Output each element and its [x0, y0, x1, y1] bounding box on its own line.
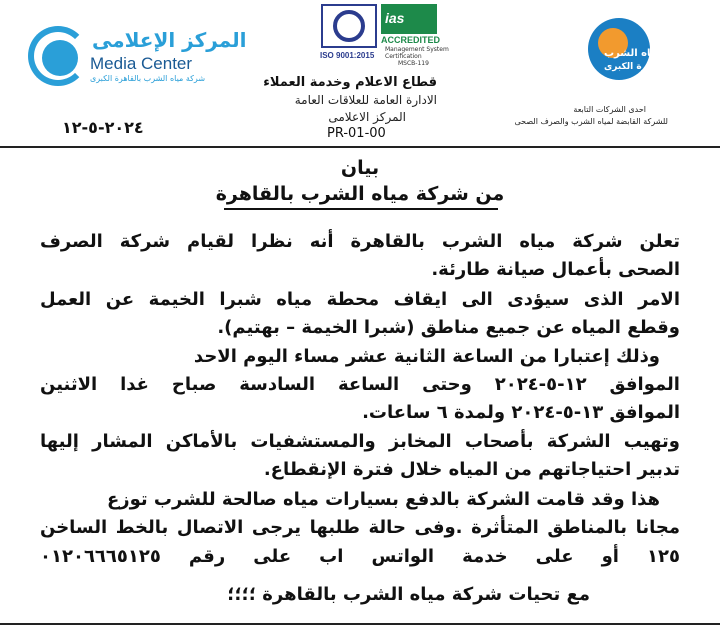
- statement-title: بيان: [340, 157, 380, 179]
- accreditation-line-1: Management System: [385, 46, 449, 53]
- media-center-english: Media Center: [90, 54, 193, 73]
- media-center-arabic: المركز الإعلامى: [92, 28, 247, 52]
- affiliation-line-1: احدى الشركات التابعة: [573, 105, 646, 114]
- media-center-emblem-center: [42, 40, 78, 76]
- accreditation-line-2: Certification: [385, 53, 422, 60]
- footer-divider: [0, 623, 720, 625]
- statement-line-11: مجانا بالمناطق المتأثرة .وفى حالة طلبها يرجى الاتصال بالخط الساخن: [40, 517, 680, 538]
- media-center-logo: [28, 22, 247, 92]
- statement-line-1: تعلن شركة مياه الشرب بالقاهرة أنه نظرا لقيام شركة الصرف: [40, 231, 680, 252]
- document-date: ٢٠٢٤-٥-١٢: [62, 118, 144, 137]
- header-divider: [0, 146, 720, 148]
- statement-line-6: الموافق ١٢-٥-٢٠٢٤ وحتى الساعة السادسة صباح غدا الاثنين: [40, 374, 680, 395]
- accredited-label: ACCREDITED: [381, 35, 441, 45]
- statement-line-7: الموافق ١٣-٥-٢٠٢٤ ولمدة ٦ ساعات.: [362, 402, 680, 423]
- ias-label: ias: [385, 10, 405, 26]
- statement-line-2: الصحى بأعمال صيانة طارئة.: [431, 259, 680, 280]
- iso-q-icon: [333, 10, 365, 42]
- statement-line-4: وقطع المياه عن جميع مناطق (شبرا الخيمة – بهتيم).: [217, 317, 680, 338]
- affiliation-line-2: للشركة القابضة لمياه الشرب والصرف الصحى: [514, 117, 668, 126]
- iso-label: ISO 9001:2015: [320, 51, 375, 60]
- iso-certification-logo: [321, 4, 377, 48]
- statement-line-12: ١٢٥ أو على خدمة الواتس اب على رقم ٠١٢٠٦٦٦٥١٢٥: [40, 546, 680, 567]
- document-code: PR-01-00: [327, 126, 386, 141]
- statement-line-5: وذلك إعتبارا من الساعة الثانية عشر مساء اليوم الاحد: [193, 346, 660, 367]
- company-logo: [578, 18, 693, 88]
- statement-subtitle: من شركة مياه الشرب بالقاهرة: [215, 183, 505, 205]
- sector-name: قطاع الاعلام وخدمة العملاء: [263, 75, 437, 90]
- statement-line-8: وتهيب الشركة بأصحاب المخابز والمستشفيات بالأماكن المشار إليها: [40, 431, 680, 452]
- title-underline: [224, 208, 498, 210]
- company-logo-line-2: بالقاهرة الكبرى: [604, 62, 674, 72]
- statement-line-13: مع تحيات شركة مياه الشرب بالقاهرة ؛؛؛؛: [227, 584, 590, 605]
- accreditation-line-3: MSCB-119: [398, 60, 429, 67]
- statement-line-9: تدبير احتياجاتهم من المياه خلال فترة الإنقطاع.: [263, 459, 680, 480]
- media-department: المركز الاعلامى: [328, 110, 406, 124]
- media-center-subtitle: شركة مياه الشرب بالقاهرة الكبرى: [90, 74, 206, 83]
- company-logo-line-1: شركة مياه الشرب: [604, 48, 693, 59]
- admin-name: الادارة العامة للعلاقات العامة: [294, 93, 437, 107]
- statement-line-3: الامر الذى سيؤدى الى ايقاف محطة مياه شبرا الخيمة عن العمل: [40, 289, 680, 310]
- statement-line-10: هذا وقد قامت الشركة بالدفع بسيارات مياه صالحة للشرب توزع: [106, 489, 660, 510]
- ias-accreditation-logo: [381, 4, 437, 34]
